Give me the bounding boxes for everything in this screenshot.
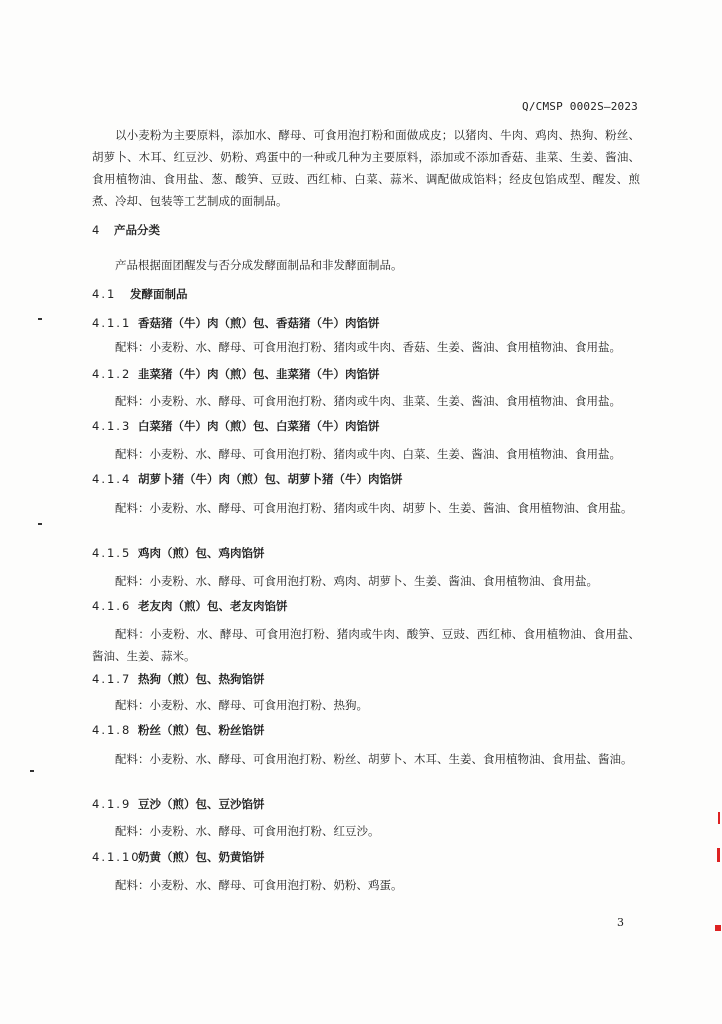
section-title: 产品分类 [114,223,160,237]
item-number: 4.1.10 [92,850,141,864]
item-heading [92,315,380,331]
scan-mark [38,318,42,320]
ingredients-text: 配料：小麦粉、水、酵母、可食用泡打粉、猪肉或牛肉、胡萝卜、生姜、酱油、食用植物油、食用盐。 [115,501,633,515]
item-number: 4.1.6 [92,599,132,613]
ingredients-text: 配料：小麦粉、水、酵母、可食用泡打粉、红豆沙。 [115,824,380,838]
section-number: 4 [92,223,102,237]
item-heading [92,366,380,382]
scan-mark [38,523,42,525]
section-4-1-heading [92,286,188,302]
ingredients-text: 配料：小麦粉、水、酵母、可食用泡打粉、猪肉或牛肉、韭菜、生姜、酱油、食用植物油、食用盐。 [115,394,621,408]
item-number: 4.1.2 [92,367,132,381]
ingredients-text: 配料：小麦粉、水、酵母、可食用泡打粉、猪肉或牛肉、白菜、生姜、酱油、食用植物油、食用盐。 [115,447,621,461]
item-title: 香菇猪（牛）肉（煎）包、香菇猪（牛）肉馅饼 [138,316,380,330]
ingredients-text: 配料：小麦粉、水、酵母、可食用泡打粉、鸡肉、胡萝卜、生姜、酱油、食用植物油、食用盐。 [115,574,598,588]
scan-mark [30,770,34,772]
item-heading [92,849,265,865]
item-ingredients [92,820,640,842]
item-heading [92,471,403,487]
item-number: 4.1.1 [92,316,132,330]
item-heading [92,418,380,434]
item-title: 韭菜猪（牛）肉（煎）包、韭菜猪（牛）肉馅饼 [138,367,380,381]
item-heading [92,796,265,812]
item-title: 奶黄（煎）包、奶黄馅饼 [138,850,265,864]
ingredients-text: 配料：小麦粉、水、酵母、可食用泡打粉、粉丝、胡萝卜、木耳、生姜、食用植物油、食用盐、酱油。 [115,752,633,766]
scan-mark [718,812,720,824]
item-number: 4.1.3 [92,419,132,433]
item-title: 白菜猪（牛）肉（煎）包、白菜猪（牛）肉馅饼 [138,419,380,433]
section-4-heading [92,222,160,238]
item-ingredients [92,390,640,412]
scan-mark [715,925,721,931]
section-4-paragraph [92,254,640,276]
section-4-text: 产品根据面团醒发与否分成发酵面制品和非发酵面制品。 [115,258,403,272]
item-title: 粉丝（煎）包、粉丝馅饼 [138,723,265,737]
scan-mark [717,848,720,862]
intro-text: 以小麦粉为主要原料，添加水、酵母、可食用泡打粉和面做成皮；以猪肉、牛肉、鸡肉、热狗、粉丝、胡萝卜、木耳、红豆沙、奶粉、鸡蛋中的一种或几种为主要原料，添加或不添加香菇、韭菜、生姜、酱油、食用植物油、食用盐、葱、酸笋、豆豉、西红柿、白菜、蒜米、调配做成馅料；经皮包馅成型、醒发、煎煮、冷却、包装等工艺制成的面制品。 [92,128,640,208]
item-title: 胡萝卜猪（牛）肉（煎）包、胡萝卜猪（牛）肉馅饼 [138,472,403,486]
section-title: 发酵面制品 [130,287,188,301]
item-ingredients [92,570,640,592]
document-code: Q/CMSP 0002S—2023 [522,100,638,113]
item-ingredients [92,497,640,519]
page-number: 3 [617,916,624,929]
item-heading [92,671,265,687]
item-number: 4.1.4 [92,472,132,486]
item-title: 鸡肉（煎）包、鸡肉馅饼 [138,546,265,560]
item-heading [92,722,265,738]
item-title: 老友肉（煎）包、老友肉馅饼 [138,599,288,613]
item-title: 豆沙（煎）包、豆沙馅饼 [138,797,265,811]
item-ingredients [92,694,640,716]
item-title: 热狗（煎）包、热狗馅饼 [138,672,265,686]
item-number: 4.1.9 [92,797,132,811]
item-number: 4.1.5 [92,546,132,560]
item-ingredients [92,443,640,465]
item-ingredients [92,623,640,667]
ingredients-text: 配料：小麦粉、水、酵母、可食用泡打粉、奶粉、鸡蛋。 [115,878,403,892]
item-number: 4.1.8 [92,723,132,737]
item-ingredients [92,336,640,358]
ingredients-text: 配料：小麦粉、水、酵母、可食用泡打粉、猪肉或牛肉、香菇、生姜、酱油、食用植物油、食用盐。 [115,340,621,354]
item-ingredients [92,748,640,770]
ingredients-text: 配料：小麦粉、水、酵母、可食用泡打粉、猪肉或牛肉、酸笋、豆豉、西红柿、食用植物油、食用盐、酱油、生姜、蒜米。 [92,627,640,663]
item-number: 4.1.7 [92,672,132,686]
item-heading [92,545,265,561]
intro-paragraph [92,124,640,212]
item-heading [92,598,288,614]
section-number: 4.1 [92,287,117,301]
ingredients-text: 配料：小麦粉、水、酵母、可食用泡打粉、热狗。 [115,698,368,712]
item-ingredients [92,874,640,896]
